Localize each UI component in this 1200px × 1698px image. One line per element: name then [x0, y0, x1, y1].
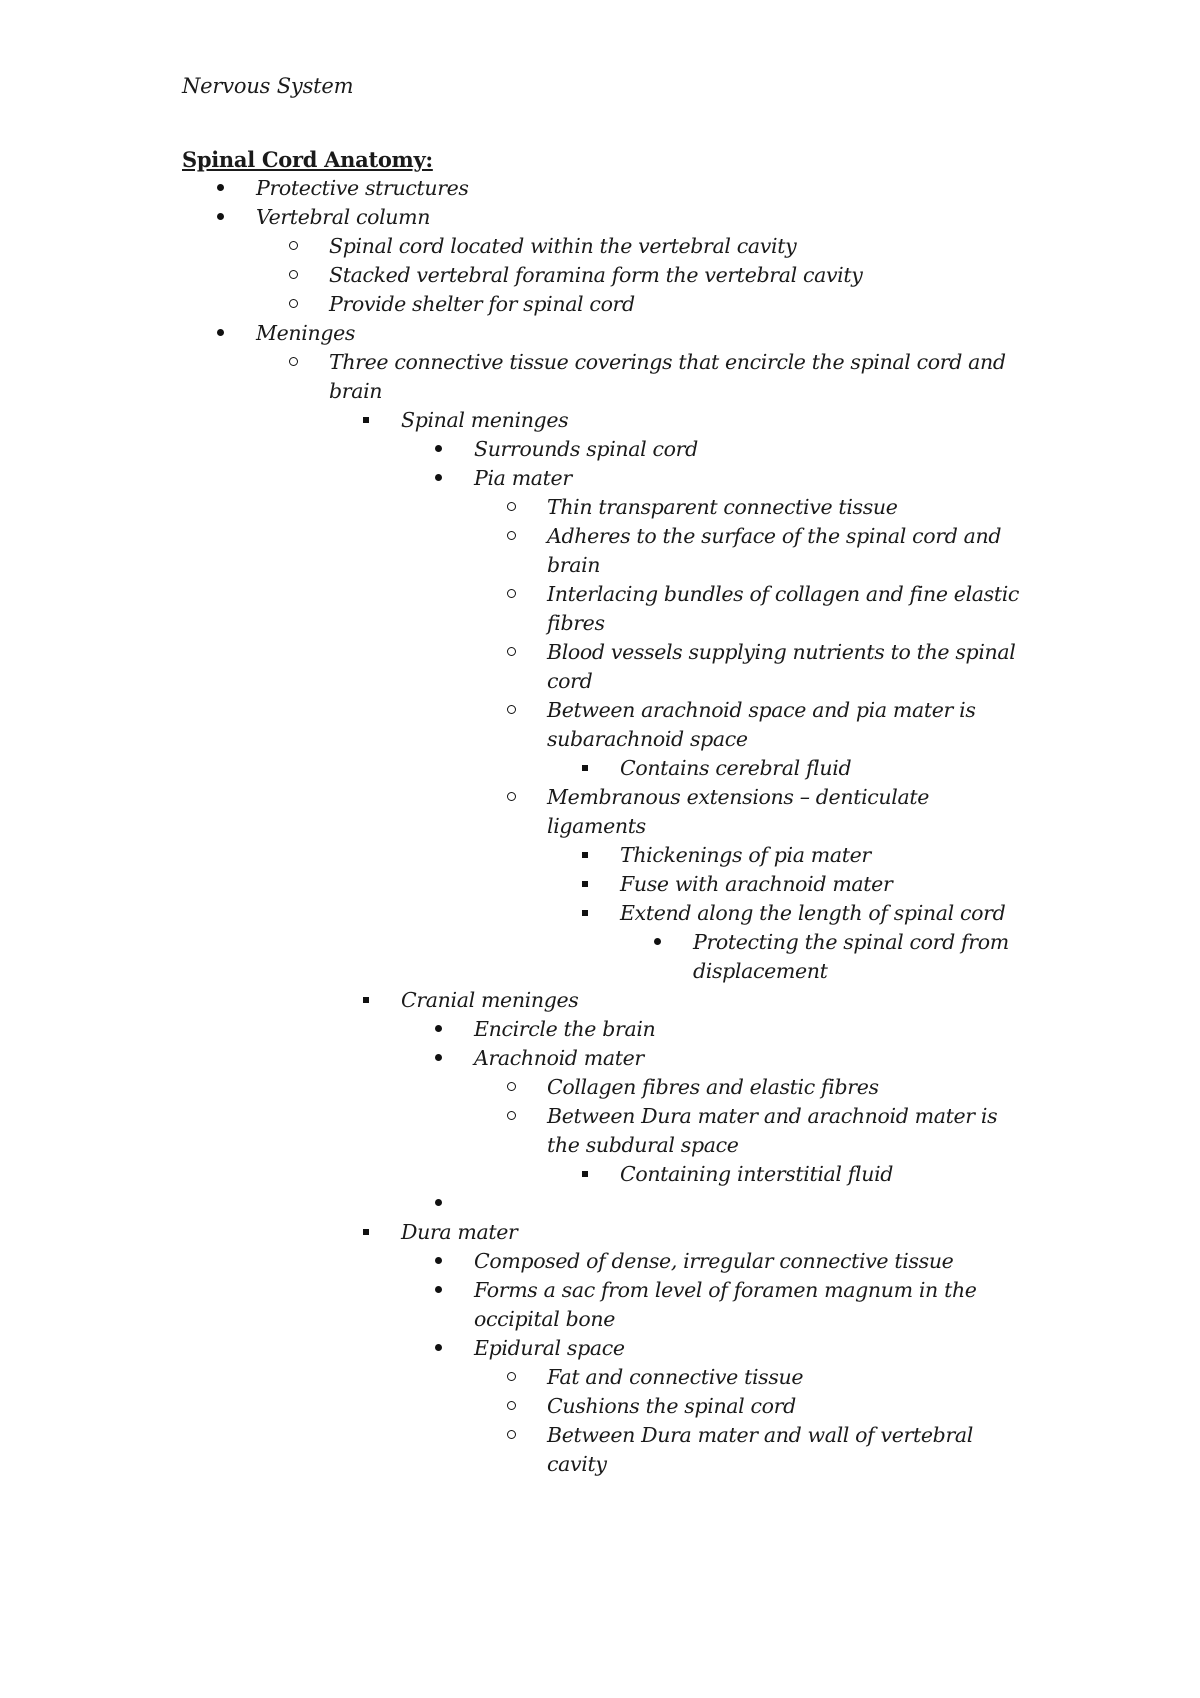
list-item-text: Vertebral column: [256, 205, 431, 229]
list-item-text: Fat and connective tissue: [547, 1365, 804, 1389]
list-item-text: Provide shelter for spinal cord: [329, 292, 635, 316]
section-heading: Spinal Cord Anatomy:: [182, 147, 433, 172]
circle-bullet-icon: [507, 1111, 516, 1120]
list-item-text: Composed of dense, irregular connective tissue: [474, 1249, 954, 1273]
list-item-text: Extend along the length of spinal cord: [620, 901, 1006, 925]
list-item-text: occipital bone: [474, 1307, 615, 1331]
list-item-text: subarachnoid space: [547, 727, 748, 751]
bullet-icon: [217, 213, 224, 220]
list-item-text: Forms a sac from level of foramen magnum in the: [474, 1278, 977, 1302]
square-bullet-icon: [582, 881, 588, 887]
square-bullet-icon: [582, 1171, 588, 1177]
list-item-text: cord: [547, 669, 593, 693]
list-item-text: Pia mater: [474, 466, 572, 490]
list-item-text: Fuse with arachnoid mater: [620, 872, 893, 896]
circle-bullet-icon: [507, 502, 516, 511]
list-item-text: Surrounds spinal cord: [474, 437, 698, 461]
circle-bullet-icon: [507, 705, 516, 714]
list-item-text: Three connective tissue coverings that encircle the spinal cord and: [329, 350, 1006, 374]
circle-bullet-icon: [507, 1401, 516, 1410]
square-bullet-icon: [363, 997, 369, 1003]
bullet-icon: [435, 1257, 442, 1264]
list-item-text: Meninges: [256, 321, 356, 345]
bullet-icon: [217, 329, 224, 336]
list-item-text: Interlacing bundles of collagen and fine elastic: [547, 582, 1020, 606]
list-item-text: Thickenings of pia mater: [620, 843, 871, 867]
circle-bullet-icon: [507, 792, 516, 801]
circle-bullet-icon: [507, 1082, 516, 1091]
list-item-text: Protecting the spinal cord from: [693, 930, 1009, 954]
circle-bullet-icon: [289, 357, 298, 366]
page-header: Nervous System: [182, 74, 354, 98]
bullet-icon: [435, 1199, 442, 1206]
circle-bullet-icon: [507, 589, 516, 598]
circle-bullet-icon: [507, 531, 516, 540]
bullet-icon: [654, 938, 661, 945]
list-item-text: Between arachnoid space and pia mater is: [547, 698, 976, 722]
list-item-text: Between Dura mater and wall of vertebral: [547, 1423, 973, 1447]
list-item-text: ligaments: [547, 814, 646, 838]
bullet-icon: [435, 1025, 442, 1032]
list-item-text: Contains cerebral fluid: [620, 756, 852, 780]
list-item-text: Thin transparent connective tissue: [547, 495, 898, 519]
list-item-text: brain: [329, 379, 383, 403]
list-item-text: Spinal cord located within the vertebral cavity: [329, 234, 797, 258]
bullet-icon: [435, 1344, 442, 1351]
bullet-icon: [435, 1286, 442, 1293]
circle-bullet-icon: [289, 299, 298, 308]
list-item-text: Spinal meninges: [401, 408, 569, 432]
list-item-text: Adheres to the surface of the spinal cord and: [547, 524, 1002, 548]
list-item-text: Membranous extensions – denticulate: [547, 785, 930, 809]
circle-bullet-icon: [289, 270, 298, 279]
list-item-text: Cushions the spinal cord: [547, 1394, 796, 1418]
bullet-icon: [435, 1054, 442, 1061]
circle-bullet-icon: [507, 1372, 516, 1381]
circle-bullet-icon: [507, 1430, 516, 1439]
square-bullet-icon: [582, 765, 588, 771]
list-item-text: Stacked vertebral foramina form the vertebral cavity: [329, 263, 863, 287]
list-item-text: Epidural space: [474, 1336, 625, 1360]
list-item-text: Containing interstitial fluid: [620, 1162, 894, 1186]
list-item-text: Blood vessels supplying nutrients to the spinal: [547, 640, 1016, 664]
list-item-text: fibres: [547, 611, 605, 635]
list-item-text: Protective structures: [256, 176, 469, 200]
bullet-icon: [435, 474, 442, 481]
list-item-text: Dura mater: [401, 1220, 518, 1244]
circle-bullet-icon: [507, 647, 516, 656]
bullet-icon: [435, 445, 442, 452]
list-item-text: the subdural space: [547, 1133, 739, 1157]
square-bullet-icon: [582, 910, 588, 916]
square-bullet-icon: [363, 417, 369, 423]
list-item-text: brain: [547, 553, 601, 577]
list-item-text: Cranial meninges: [401, 988, 579, 1012]
list-item-text: cavity: [547, 1452, 607, 1476]
list-item-text: Arachnoid mater: [474, 1046, 644, 1070]
list-item-text: Between Dura mater and arachnoid mater is: [547, 1104, 998, 1128]
bullet-icon: [217, 184, 224, 191]
circle-bullet-icon: [289, 241, 298, 250]
square-bullet-icon: [363, 1229, 369, 1235]
list-item-text: displacement: [693, 959, 828, 983]
list-item-text: Encircle the brain: [474, 1017, 656, 1041]
square-bullet-icon: [582, 852, 588, 858]
list-item-text: Collagen fibres and elastic fibres: [547, 1075, 879, 1099]
